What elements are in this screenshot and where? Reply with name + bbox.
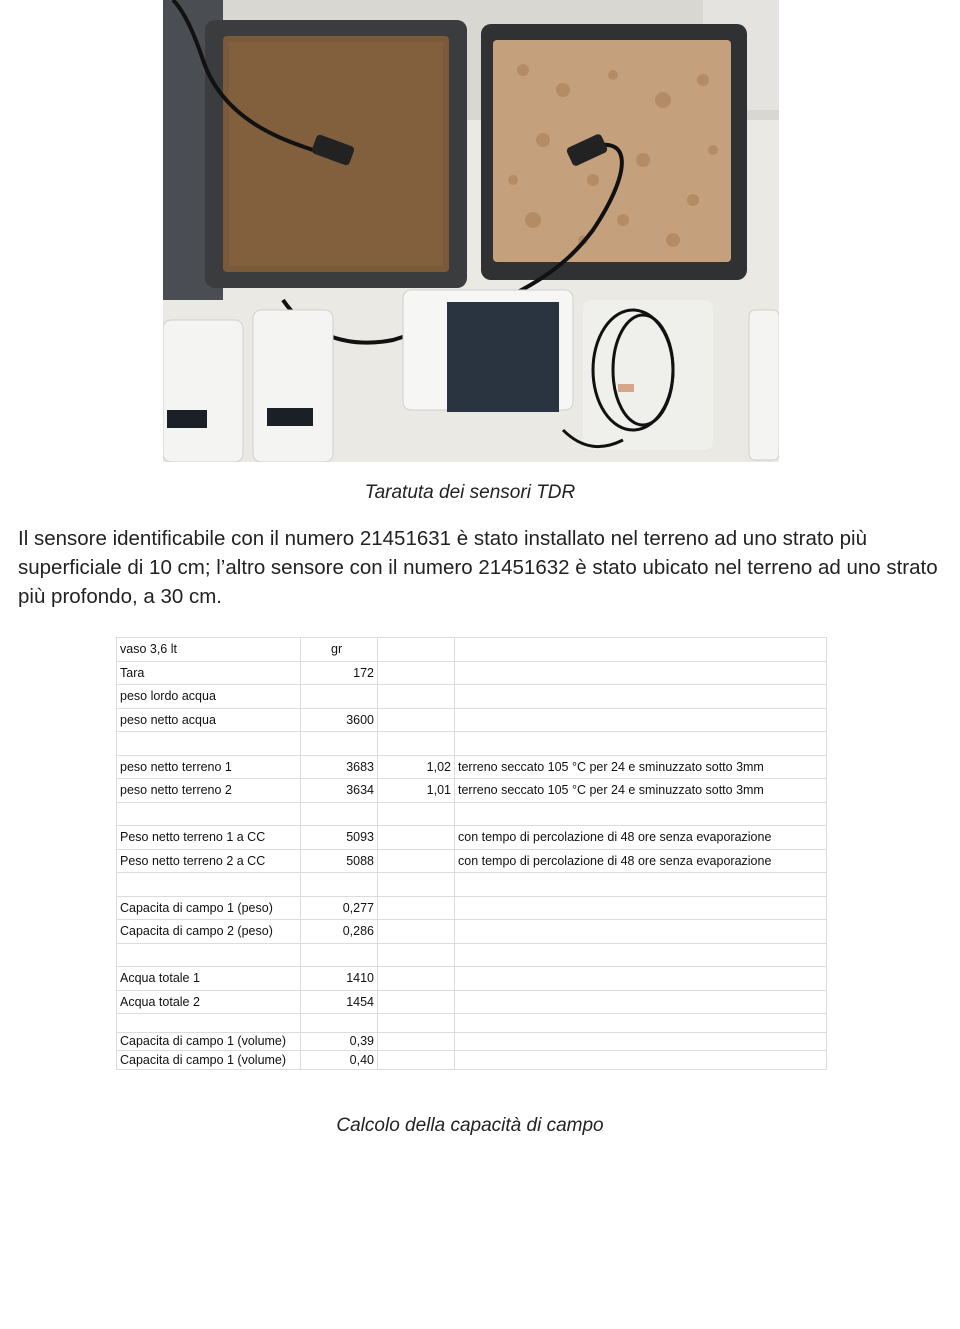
table-cell: Capacita di campo 2 (peso) [117, 920, 301, 944]
table-row [117, 708, 827, 732]
sensor-description-paragraph: Il sensore identificabile con il numero 21451631 è stato installato nel terreno ad uno strato più superficiale di 10 cm; l’altro sensore con il numero 21451632 è stato ubicato nel terreno ad uno strato più profondo, a 30 cm. [18, 527, 938, 608]
table-cell: peso lordo acqua [117, 685, 301, 709]
table-cell: gr [301, 638, 378, 662]
table-row [117, 826, 827, 850]
table-cell [301, 685, 378, 709]
table-cell: peso netto terreno 1 [117, 755, 301, 779]
table-cell: 172 [301, 661, 378, 685]
table-cell [378, 708, 455, 732]
table-row [117, 896, 827, 920]
table-cell [117, 873, 301, 897]
table-cell [378, 943, 455, 967]
table-cell [455, 708, 827, 732]
table-cell: 5088 [301, 849, 378, 873]
table-cell [455, 920, 827, 944]
table-cell: 0,286 [301, 920, 378, 944]
table-cell [455, 943, 827, 967]
table-cell: terreno seccato 105 °C per 24 e sminuzzato sotto 3mm [455, 779, 827, 803]
table-row [117, 967, 827, 991]
table-cell [378, 638, 455, 662]
table-cell [455, 638, 827, 662]
table-cell: Capacita di campo 1 (peso) [117, 896, 301, 920]
table-cell [301, 943, 378, 967]
table-cell: con tempo di percolazione di 48 ore senza evaporazione [455, 849, 827, 873]
table-cell: Acqua totale 1 [117, 967, 301, 991]
table-cell [301, 1014, 378, 1033]
table-caption: Calcolo della capacità di campo [336, 1115, 604, 1136]
table-cell [455, 990, 827, 1014]
table-cell [378, 873, 455, 897]
table-cell [378, 802, 455, 826]
table-cell: con tempo di percolazione di 48 ore senza evaporazione [455, 826, 827, 850]
table-cell [117, 732, 301, 756]
table-cell [378, 896, 455, 920]
table-row [117, 849, 827, 873]
photo-caption: Taratuta dei sensori TDR [364, 482, 576, 503]
table-cell: Peso netto terreno 2 a CC [117, 849, 301, 873]
table-cell [455, 732, 827, 756]
soil-sensors-photo [163, 0, 779, 462]
table-cell: Acqua totale 2 [117, 990, 301, 1014]
table-cell [378, 920, 455, 944]
table-cell [378, 732, 455, 756]
table-cell [378, 685, 455, 709]
table-cell: Peso netto terreno 1 a CC [117, 826, 301, 850]
table-row [117, 920, 827, 944]
table-cell [378, 849, 455, 873]
table-cell: 1410 [301, 967, 378, 991]
table-row [117, 1014, 827, 1033]
table-cell: 3683 [301, 755, 378, 779]
table-cell: 0,39 [301, 1032, 378, 1051]
table-cell: Tara [117, 661, 301, 685]
table-cell [378, 1014, 455, 1033]
table-cell: 0,40 [301, 1051, 378, 1070]
table-cell [117, 1014, 301, 1033]
table-cell: 5093 [301, 826, 378, 850]
table-cell: 0,277 [301, 896, 378, 920]
table-row [117, 943, 827, 967]
table-cell [301, 732, 378, 756]
table-row [117, 990, 827, 1014]
table-row [117, 1032, 827, 1051]
table-row [117, 638, 827, 662]
photo-illustration [163, 0, 779, 462]
table-row [117, 873, 827, 897]
table-cell: 1,02 [378, 755, 455, 779]
table-row [117, 802, 827, 826]
table-cell [301, 802, 378, 826]
table-row [117, 732, 827, 756]
table-cell [455, 661, 827, 685]
table-cell [378, 1032, 455, 1051]
table-cell: 3634 [301, 779, 378, 803]
table-row [117, 1051, 827, 1070]
table-row [117, 661, 827, 685]
table-cell: 3600 [301, 708, 378, 732]
table-cell [455, 873, 827, 897]
table-cell [378, 661, 455, 685]
table-cell [455, 967, 827, 991]
table-cell [378, 990, 455, 1014]
table-cell: terreno seccato 105 °C per 24 e sminuzzato sotto 3mm [455, 755, 827, 779]
table-cell: Capacita di campo 1 (volume) [117, 1032, 301, 1051]
table-cell [455, 1014, 827, 1033]
table-row [117, 755, 827, 779]
table-cell [378, 826, 455, 850]
table-cell: peso netto acqua [117, 708, 301, 732]
table-cell: 1,01 [378, 779, 455, 803]
table-cell [455, 802, 827, 826]
table-cell [455, 685, 827, 709]
table-cell: peso netto terreno 2 [117, 779, 301, 803]
table-cell [117, 802, 301, 826]
table-cell: vaso 3,6 lt [117, 638, 301, 662]
table-row [117, 779, 827, 803]
field-capacity-table [116, 637, 827, 1070]
table-cell [378, 1051, 455, 1070]
table-cell: Capacita di campo 1 (volume) [117, 1051, 301, 1070]
table-cell [455, 1032, 827, 1051]
table-cell [455, 896, 827, 920]
table-cell [301, 873, 378, 897]
table-cell [117, 943, 301, 967]
table-cell: 1454 [301, 990, 378, 1014]
table-row [117, 685, 827, 709]
table-cell [455, 1051, 827, 1070]
table-cell [378, 967, 455, 991]
